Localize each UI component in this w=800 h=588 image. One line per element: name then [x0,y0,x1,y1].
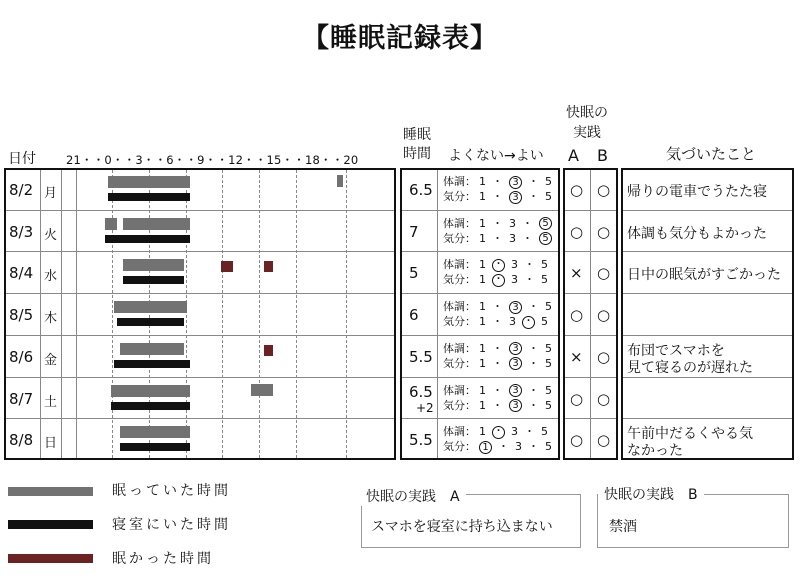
practice-a-mark: ○ [570,181,584,199]
row-hours-extra: +2 [416,400,434,415]
scale-value: ・ [528,398,539,412]
body-scale [443,425,551,439]
scale-value: ・ [492,315,503,329]
legend-slept-swatch [8,487,93,496]
mood-scale [443,190,555,204]
gridline-15 [296,170,297,458]
row-divider [6,418,394,419]
gridline-6 [186,170,187,458]
date-header: 日付 [8,151,36,167]
practice-header-line1: 快眠の [566,105,608,121]
practice-b-title: 快眠の実践 B [598,484,704,504]
row-hours: 7 [409,222,419,241]
scale-value: 1 [479,341,486,355]
gridline-18 [346,170,347,458]
slept-bar [123,218,190,230]
scale-value: 3 [511,273,518,287]
in-bed-bar [123,276,184,284]
selected-mark: 3 [509,399,522,412]
scale-value: ・ [524,258,535,272]
scale-value: ・ [498,440,509,454]
row-day: 水 [44,269,58,285]
slept-bar [111,385,191,397]
row-divider [623,418,792,419]
slept-bar [108,176,191,188]
scale-value: 1 [479,216,486,230]
practice-b-text: 禁酒 [609,519,637,535]
gridline-9 [222,170,223,458]
scale-label: 体調： [443,258,476,272]
scale-value: 5 [545,398,552,412]
row-divider [402,377,558,378]
practice-a-mark: ○ [570,306,584,325]
scale-value: 5 [545,300,552,314]
practice-b-mark: ○ [597,347,611,366]
row-note: 日中の眠気がすごかった [627,267,781,284]
selected-mark: 3 [509,191,522,204]
gridline-0 [112,170,113,458]
scale-value: ・ [492,341,503,355]
selected-mark: 5 [539,217,552,230]
row-divider [623,335,792,336]
scale-value: ・ [492,356,503,370]
scale-value: 1 [479,398,486,412]
sleepy-bar [264,345,273,356]
row-date: 8/2 [9,181,34,199]
practice-a-mark: ○ [570,389,584,408]
time-scale-header: 21・・0・・3・・6・・9・・12・・15・・18・・20 [66,153,359,167]
slept-bar [105,218,117,230]
scale-value: ・ [528,383,539,397]
scale-label: 気分： [443,273,476,287]
legend-in-bed-label: 寝室にいた時間 [112,517,231,533]
body-scale [443,342,555,356]
scale-label: 体調： [443,383,476,397]
scale-label: 気分： [443,440,476,454]
scale-value: ・ [524,425,535,439]
row-hours: 5.5 [409,347,433,366]
row-divider [623,210,792,211]
row-note: 体調も気分もよかった [627,225,767,242]
scale-value: 5 [545,341,552,355]
time-start-line [76,170,77,458]
scale-label: 体調： [443,216,476,230]
row-date: 8/3 [9,222,34,241]
scale-value: 3 [509,315,516,329]
scale-value: ・ [522,216,533,230]
row-note-2: 見て寝るのが遅れた [627,359,753,376]
practice-divider [590,170,591,458]
row-divider [6,293,394,294]
row-divider [565,293,616,294]
scale-value: 5 [545,190,552,203]
row-note: 帰りの電車でうたた寝 [627,184,767,200]
selected-mark: ・ [493,273,504,285]
body-scale [443,258,551,272]
row-day: 木 [44,311,58,327]
scale-value: 1 [479,383,486,397]
row-date: 8/7 [9,389,34,408]
row-hours: 6 [409,306,419,325]
scale-value: ・ [492,383,503,397]
slept-bar [123,259,184,271]
scale-value: ・ [528,440,539,454]
scale-value: 5 [545,440,552,454]
in-bed-bar [105,235,191,243]
scale-value: 3 [511,258,518,272]
scale-value: ・ [492,190,503,203]
body-scale [443,300,555,314]
selected-mark: 3 [509,342,522,355]
slept-bar [120,343,184,355]
row-divider [565,377,616,378]
scale-value: 5 [541,258,548,272]
practice-a-header: A [568,146,579,165]
body-scale [443,175,555,189]
in-bed-bar [111,402,191,410]
scale-value: 1 [479,231,486,245]
sleep-timeline-table [4,168,396,460]
scale-value: 1 [479,190,486,203]
page-title: 【睡眠記録表】 [302,23,498,54]
nap-bar [337,175,343,187]
notes-header: 気づいたこと [666,145,757,163]
scale-label: 体調： [443,300,476,314]
scale-value: ・ [522,231,533,245]
selected-mark: 3 [509,357,522,370]
notes-table [621,168,794,460]
gridline-3 [149,170,150,458]
scale-value: 5 [545,383,552,397]
sleepy-bar [221,261,233,272]
scale-value: ・ [528,175,539,188]
scale-label: 体調： [443,175,476,188]
practice-b-header: B [597,146,608,165]
legend-sleepy-swatch [8,554,93,563]
row-day: 土 [44,394,58,410]
practice-b-mark: ○ [597,431,611,450]
mood-scale [443,399,555,413]
in-bed-bar [114,360,190,368]
practice-b-mark: ○ [597,181,611,199]
selected-mark: ・ [493,258,504,270]
scale-value: ・ [524,273,535,287]
row-date: 8/5 [9,306,34,325]
row-hours: 5.5 [409,431,433,450]
practice-b-mark: ○ [597,306,611,325]
mood-scale [443,315,551,329]
scale-value: ・ [492,398,503,412]
legend-sleepy-label: 眠かった時間 [112,551,214,567]
row-divider [6,251,394,252]
nap-bar [251,384,272,396]
row-day: 金 [44,352,58,368]
scale-label: 気分： [443,231,476,245]
hours-header-line1: 睡眠 [403,127,431,143]
row-divider [402,335,558,336]
in-bed-bar [117,318,184,326]
slept-bar [120,426,190,438]
scale-value: 3 [509,216,516,230]
row-divider [565,418,616,419]
in-bed-bar [108,193,191,201]
body-scale [443,217,555,231]
scale-label: 気分： [443,190,476,203]
scale-value: 5 [545,356,552,370]
practice-a-mark: ○ [570,431,584,450]
scale-value: 1 [479,356,486,370]
row-date: 8/6 [9,347,34,366]
row-day: 日 [44,436,58,452]
scale-value: 1 [479,273,486,287]
row-hours: 6.5 [409,382,433,401]
row-day: 月 [44,186,58,201]
scale-value: 1 [479,258,486,272]
scale-value: ・ [492,300,503,314]
row-divider [565,335,616,336]
mood-scale [443,273,551,287]
row-day: 火 [44,227,58,243]
scale-label: 気分： [443,398,476,412]
scale-label: 気分： [443,356,476,370]
practice-a-mark: × [570,264,583,283]
practice-b-mark: ○ [597,222,611,241]
legend-in-bed-swatch [8,520,93,529]
scale-value: 5 [541,425,548,439]
practice-a-mark: × [570,347,583,366]
practice-b-mark: ○ [597,389,611,408]
practice-b-mark: ○ [597,264,611,283]
mood-scale [443,357,555,371]
scale-value: 3 [511,425,518,439]
scale-label: 体調： [443,341,476,355]
gridline-12 [259,170,260,458]
row-divider [6,210,394,211]
in-bed-bar [120,443,190,451]
hours-divider [437,170,438,458]
selected-mark: ・ [523,315,534,327]
scale-value: ・ [528,300,539,314]
sleepy-bar [264,261,273,272]
scale-value: 1 [479,425,486,439]
scale-value: 5 [541,273,548,287]
row-divider [623,293,792,294]
row-divider [402,418,558,419]
scale-value: 3 [509,231,516,245]
hours-header-line2: 時間 [403,146,431,162]
row-divider [402,293,558,294]
scale-value: 3 [515,440,522,454]
scale-value: ・ [492,216,503,230]
slept-bar [114,301,187,313]
scale-value: ・ [492,231,503,245]
mood-scale [443,232,555,246]
row-divider [402,210,558,211]
row-note: 午前中だるくやる気 [627,426,753,443]
scale-value: ・ [528,356,539,370]
selected-mark: 5 [539,232,552,245]
mood-scale [443,440,555,454]
scale-value: 5 [545,175,552,188]
selected-mark: 3 [509,176,522,189]
scale-value: 1 [479,315,486,329]
row-hours: 6.5 [409,181,433,199]
scale-value: 1 [479,175,486,188]
row-date: 8/4 [9,264,34,283]
practice-a-text: スマホを寝室に持ち込まない [371,519,553,535]
scale-value: ・ [492,175,503,188]
body-scale [443,384,555,398]
scale-value: ・ [528,341,539,355]
scale-value: 1 [479,300,486,314]
legend-slept-label: 眠っていた時間 [112,483,231,499]
scale-value: 5 [541,315,548,329]
row-note: 布団でスマホを [627,342,725,359]
row-divider [6,377,394,378]
selected-mark: 1 [479,441,492,454]
row-divider [565,210,616,211]
row-divider [6,335,394,336]
selected-mark: ・ [493,425,504,437]
selected-mark: 3 [509,384,522,397]
selected-mark: 3 [509,301,522,314]
day-divider [61,170,62,458]
scale-label: 体調： [443,425,476,439]
row-note-2: なかった [627,443,683,460]
row-date: 8/8 [9,431,34,450]
condition-header: よくない→よい [448,148,544,164]
row-divider [565,251,616,252]
practice-header-line2: 実践 [573,125,601,141]
scale-label: 気分： [443,315,476,329]
date-divider [40,170,41,458]
row-hours: 5 [409,264,419,283]
row-divider [623,251,792,252]
practice-a-title: 快眠の実践 A [360,486,466,506]
scale-value: ・ [528,190,539,203]
row-divider [402,251,558,252]
practice-a-mark: ○ [570,222,584,241]
